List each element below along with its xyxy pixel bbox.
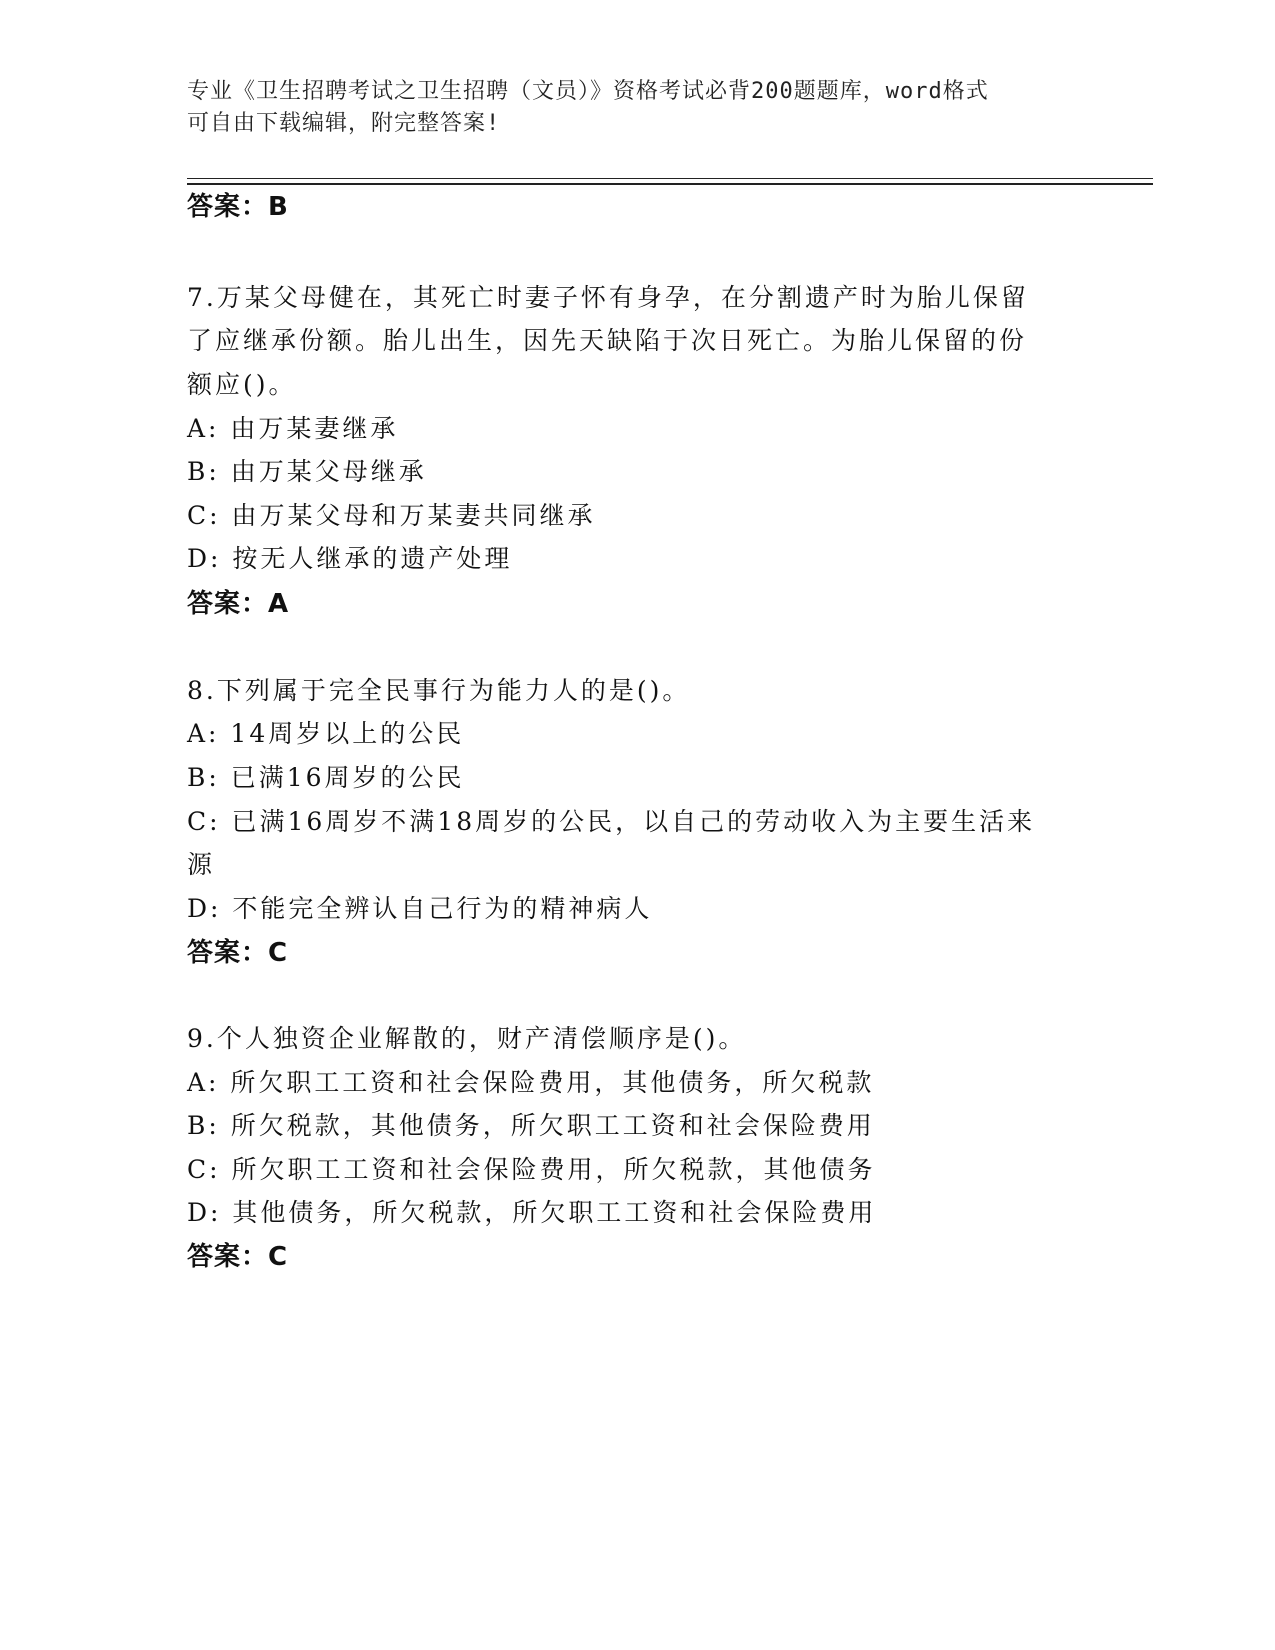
q9-option-b: B: 所欠税款，其他债务，所欠职工工资和社会保险费用: [187, 1111, 875, 1140]
q8-option-b: B: 已满16周岁的公民: [187, 763, 465, 792]
q8-option-c: C: 已满16周岁不满18周岁的公民，以自己的劳动收入为主要生活来: [187, 807, 1036, 836]
q7-answer: 答案：A: [187, 589, 290, 619]
document-header: [187, 76, 1087, 140]
header-line-1: 专业《卫生招聘考试之卫生招聘（文员）》资格考试必背200题题库，word格式: [187, 79, 989, 104]
q7-option-d: D: 按无人继承的遗产处理: [187, 544, 513, 573]
q8-answer: 答案：C: [187, 938, 289, 968]
header-divider-thin: [187, 178, 1153, 179]
q7-option-b: B: 由万某父母继承: [187, 457, 427, 486]
q7-stem-line-2: 了应继承份额。胎儿出生，因先天缺陷于次日死亡。为胎儿保留的份: [187, 326, 1028, 355]
q9-option-a: A: 所欠职工工资和社会保险费用，其他债务，所欠税款: [187, 1068, 875, 1097]
q9-stem-line-1: 9.个人独资企业解散的，财产清偿顺序是()。: [187, 1024, 747, 1053]
q8-stem-line-1: 8.下列属于完全民事行为能力人的是()。: [187, 676, 691, 705]
q9-option-d: D: 其他债务，所欠税款，所欠职工工资和社会保险费用: [187, 1198, 877, 1227]
q7-stem-line-1: 7.万某父母健在，其死亡时妻子怀有身孕，在分割遗产时为胎儿保留: [187, 283, 1029, 312]
q8-option-a: A: 14周岁以上的公民: [187, 719, 465, 748]
q9-option-c: C: 所欠职工工资和社会保险费用，所欠税款，其他债务: [187, 1155, 876, 1184]
previous-answer: 答案：B: [187, 192, 289, 222]
q8-option-c-continued: 源: [187, 850, 216, 879]
header-divider-thick: [187, 183, 1153, 185]
q7-option-a: A: 由万某妻继承: [187, 414, 399, 443]
q7-option-c: C: 由万某父母和万某妻共同继承: [187, 501, 596, 530]
q9-answer: 答案：C: [187, 1242, 289, 1272]
q8-option-d: D: 不能完全辨认自己行为的精神病人: [187, 894, 653, 923]
q7-stem-line-3: 额应()。: [187, 370, 297, 399]
header-line-2: 可自由下载编辑，附完整答案!: [187, 111, 501, 136]
